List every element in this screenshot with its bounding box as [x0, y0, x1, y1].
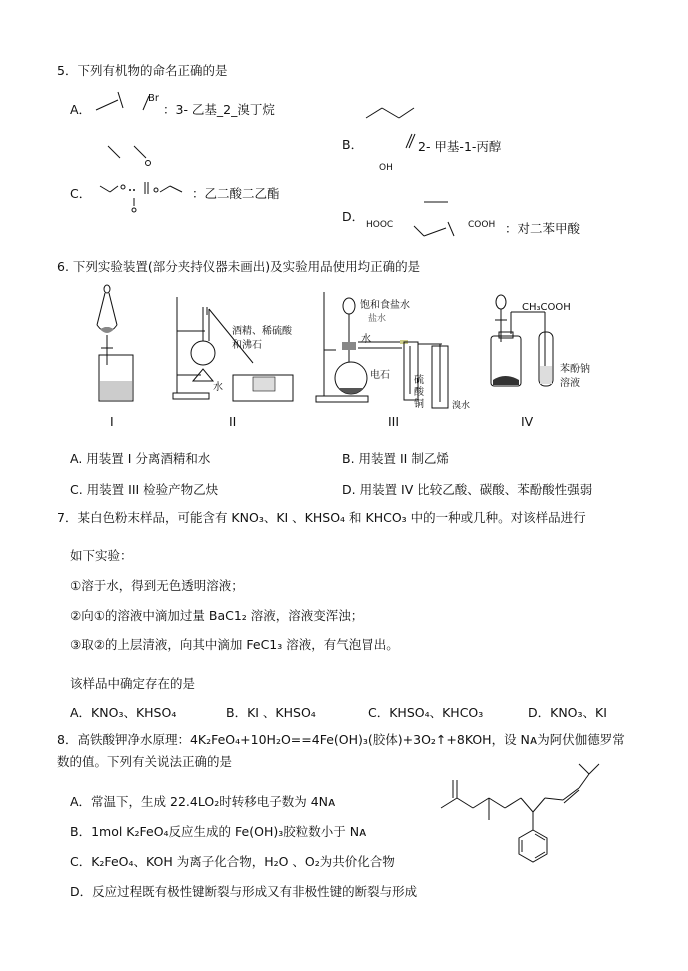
- q7-stem-continued: 如下实验：: [70, 548, 133, 563]
- apparatus-3-bromine-label: 溴水: [452, 401, 471, 411]
- q7-option-c: C．KHSO₄、KHCO₃: [368, 705, 484, 720]
- apparatus-3-cuso4-2: 酸: [414, 387, 424, 398]
- q6-option-c: C. 用装置 III 检验产物乙炔: [70, 482, 219, 497]
- q8-option-b: B．1mol K₂FeO₄反应生成的 Fe(OH)₃胶粒数小于 Nᴀ: [70, 824, 367, 839]
- q5-c-structure: [90, 142, 200, 212]
- apparatus-1-label: I: [110, 414, 114, 429]
- apparatus-2-label: II: [229, 414, 237, 429]
- apparatus-2-reagent-label-1: 酒精、稀硫酸: [232, 326, 292, 337]
- apparatus-3-brine-label: 饱和食盐水: [360, 300, 410, 311]
- q7-option-a: A．KNO₃、KHSO₄: [70, 705, 177, 720]
- apparatus-4-label: IV: [521, 414, 534, 429]
- q7-step-1: ①溶于水，得到无色透明溶液；: [70, 578, 244, 593]
- q5-b-oh: OH: [379, 163, 393, 173]
- q5-d-hooc: HOOC: [366, 220, 394, 230]
- q8-option-a: A．常温下，生成 22.4LO₂时转移电子数为 4Nᴀ: [70, 794, 336, 809]
- apparatus-1-separatory-funnel: [95, 283, 145, 413]
- q5-option-a-label: A．: [70, 102, 92, 117]
- q7-option-b: B．KI 、KHSO₄: [226, 705, 316, 720]
- apparatus-2-reagent-label-2: 和沸石: [232, 340, 262, 351]
- apparatus-3-carbide-label: 电石: [370, 370, 390, 381]
- q5-option-b-name: 2- 甲基-1-丙醇: [418, 139, 502, 154]
- apparatus-3-label: III: [388, 414, 400, 429]
- q5-option-b-label: B．: [342, 137, 364, 152]
- apparatus-4-phenoxide-1: 苯酚钠: [560, 364, 590, 375]
- q8-stem-line-2: 数的值。下列有关说法正确的是: [57, 754, 233, 769]
- q5-d-structure: [402, 196, 482, 236]
- q8-option-d: D．反应过程既有极性键断裂与形成又有非极性键的断裂与形成: [70, 884, 418, 899]
- q6-stem: 6. 下列实验装置(部分夹持仪器未画出)及实验用品使用均正确的是: [57, 259, 421, 274]
- apparatus-3-brine-sub: 盐水: [368, 314, 387, 324]
- apparatus-2-ethylene: [163, 293, 298, 413]
- q6-option-a: A. 用装置 I 分离酒精和水: [70, 451, 211, 466]
- q5-a-structure: [92, 88, 172, 118]
- q7-option-d: D．KNO₃、KI: [528, 705, 607, 720]
- q5-option-a-name: ：3- 乙基_2_溴丁烷: [163, 102, 275, 117]
- apparatus-3-water-label: 水: [361, 334, 371, 345]
- apparatus-2-water-label: 水: [213, 382, 223, 393]
- apparatus-4-phenoxide-2: 溶液: [560, 378, 580, 389]
- q5-a-br: Br: [148, 93, 159, 104]
- q5-d-cooh: COOH: [468, 220, 496, 230]
- q6-option-d: D. 用装置 IV 比较乙酸、碳酸、苯酚酸性强弱: [342, 482, 593, 497]
- q5-option-c-label: C．: [70, 186, 92, 201]
- q5-option-c-name: ：乙二酸二乙酯: [192, 186, 280, 201]
- q7-step-3: ③取②的上层清液，向其中滴加 FeC1₃ 溶液，有气泡冒出。: [70, 637, 399, 652]
- q8-option-c: C．K₂FeO₄、KOH 为离子化合物，H₂O 、O₂为共价化合物: [70, 854, 395, 869]
- apparatus-4-acid-label: CH₃COOH: [522, 302, 571, 313]
- q8-stem-line-1: 8．高铁酸钾净水原理：4K₂FeO₄+10H₂O==4Fe(OH)₃(胶体)+3O₂↑+8KOH，设 Nᴀ为阿伏伽德罗常: [57, 732, 625, 747]
- q7-question: 该样品中确定存在的是: [70, 676, 196, 691]
- q6-option-b: B. 用装置 II 制乙烯: [342, 451, 449, 466]
- q7-stem: 7．某白色粉末样品，可能含有 KNO₃、KI 、KHSO₄ 和 KHCO₃ 中的一种或几种。对该样品进行: [57, 510, 586, 525]
- q5-option-d-name: ：对二苯甲酸: [505, 221, 581, 236]
- q7-step-2: ②向①的溶液中滴加过量 BaC1₂ 溶液，溶液变浑浊；: [70, 608, 364, 623]
- q5-stem: 5．下列有机物的命名正确的是: [57, 63, 228, 78]
- apparatus-3-cuso4-1: 硫: [414, 375, 424, 386]
- q8-molecule-structure: [433, 758, 633, 898]
- apparatus-3-cuso4-3: 铜: [414, 399, 424, 410]
- q5-option-d-label: D．: [342, 209, 365, 224]
